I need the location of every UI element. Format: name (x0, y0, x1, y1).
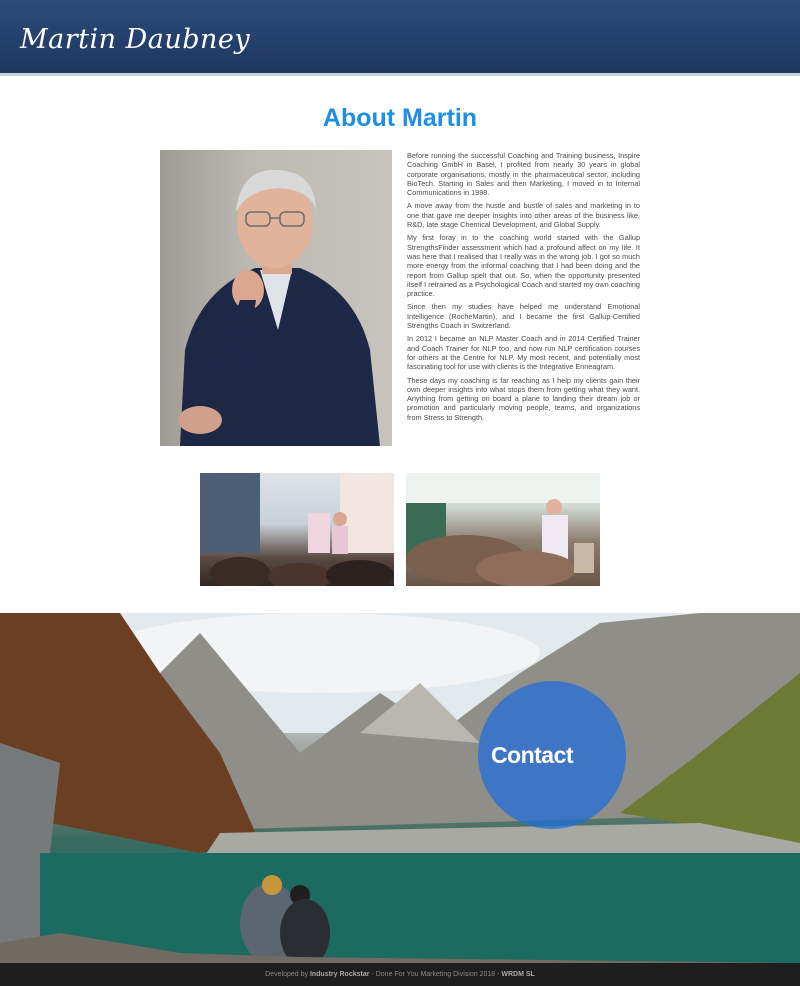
footer-wrdm-link[interactable]: WRDM SL (501, 971, 535, 978)
bio-paragraph: Since then my studies have helped me understand Emotional Intelligence (RocheMartin), and I became the first Gallup-Certified Strengths Coach in Switzerland. (407, 302, 640, 331)
landscape-banner (0, 613, 800, 963)
footer-company-link[interactable]: Industry Rockstar (309, 971, 370, 978)
bio-paragraph: My first foray in to the coaching world started with the Gallup StrengthsFinder assessment which had a profound affect on my life. It was here that I realised that I really was in the wrong job. I got so much more energy from the informal coaching that I had been doing and the report from Gallup spelt that out. So, when the opportunity presented itself I retrained as a Psychological Coach and started my own coaching practice. (407, 233, 640, 299)
bio-paragraph: These days my coaching is far reaching as I help my clients gain their own deeper insights into what stops them from getting what they want. Anything from getting on board a plane to landing their dream job or promotion and particularly moving people, teams, and organizations from Stress to Strength. (407, 375, 640, 422)
footer-middle: - Done For You Marketing Division 2018 - (369, 971, 502, 978)
site-logo[interactable]: Martin Daubney (20, 24, 251, 55)
page-title: About Martin (322, 104, 478, 132)
bio-text (407, 151, 640, 426)
bio-paragraph: Before running the successful Coaching and Training business, Inspire Coaching GmbH in Basel, I profited from nearly 30 years in global corporate organisations, mostly in the pharmaceutical sector, including BioTech. Starting in Sales and then Marketing, I moved in to Internal Communications in 1998. (407, 151, 640, 198)
site-footer (0, 963, 800, 986)
bio-paragraph: A move away from the hustle and bustle of sales and marketing in to one that gave me deeper insights into other areas of the business like, R&D, late stage Chemical Development, and Global Supply. (407, 201, 640, 230)
site-header (0, 0, 800, 76)
portrait-photo (160, 150, 392, 446)
footer-prefix: Developed by (265, 971, 310, 978)
contact-button[interactable] (478, 681, 626, 829)
bio-paragraph: In 2012 I became an NLP Master Coach and in 2014 Certified Trainer and Coach Trainer for NLP too, and now run NLP certification courses for others at the Centre for NLP. My most recent, and potentially most fascinating tool for use with clients is the Integrative Enneagram. (407, 334, 640, 372)
seminar-photo (406, 473, 600, 586)
seminar-photo (200, 473, 394, 586)
contact-label: Contact (490, 741, 574, 768)
